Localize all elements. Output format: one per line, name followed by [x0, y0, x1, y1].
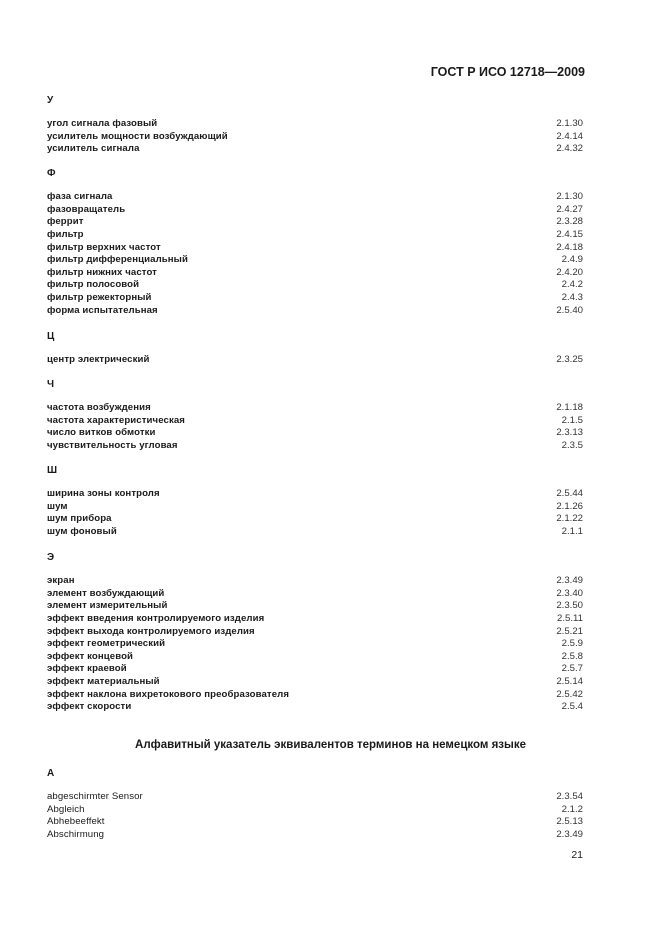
index-entry [47, 292, 583, 305]
index-entry [47, 804, 583, 817]
index-entry [47, 488, 583, 501]
clause-number: 2.3.49 [556, 828, 583, 840]
term: Abhebeeffekt [47, 816, 105, 828]
clause-number: 2.4.27 [556, 203, 583, 215]
clause-number: 2.4.9 [561, 254, 583, 266]
index-entry [47, 588, 583, 601]
clause-number: 2.5.9 [561, 638, 583, 650]
german-index-title: Алфавитный указатель эквивалентов терминов на немецком языке [135, 739, 526, 751]
clause-number: 2.5.42 [556, 688, 583, 700]
clause-number: 2.5.4 [561, 701, 583, 713]
term: эффект краевой [47, 663, 127, 675]
term: фаза сигнала [47, 191, 113, 202]
index-entry [47, 427, 583, 440]
index-entry [47, 689, 583, 702]
term: эффект наклона вихретокового преобразователя [47, 688, 290, 700]
index-entry [47, 626, 583, 639]
term: экран [47, 575, 75, 586]
clause-number: 2.3.40 [556, 587, 583, 599]
section-letter: Ш [47, 465, 58, 476]
term: элемент измерительный [47, 600, 168, 612]
clause-number: 2.4.3 [561, 292, 583, 304]
index-section [47, 464, 583, 539]
term: Abgleich [47, 803, 85, 815]
index-entry [47, 600, 583, 613]
index-entry [47, 575, 583, 588]
clause-number: 2.4.32 [556, 143, 583, 155]
clause-number: 2.4.20 [556, 266, 583, 278]
clause-number: 2.1.26 [556, 500, 583, 512]
index-entry [47, 638, 583, 651]
clause-number: 2.1.2 [561, 803, 583, 815]
index-entry [47, 402, 583, 415]
index-entry [47, 676, 583, 689]
section-letter: У [47, 95, 54, 106]
german-index-section [47, 767, 583, 842]
term: форма испытательная [47, 304, 158, 316]
index-entry [47, 229, 583, 242]
index-entry [47, 526, 583, 539]
index-entry [47, 663, 583, 676]
term: фильтр дифференциальный [47, 254, 188, 266]
term: фильтр верхних частот [47, 241, 161, 253]
index-entry [47, 191, 583, 204]
index-entry [47, 204, 583, 217]
index-entry [47, 613, 583, 626]
index-entry [47, 279, 583, 292]
index-entry [47, 440, 583, 453]
clause-number: 2.3.54 [556, 791, 583, 802]
index-entry [47, 415, 583, 428]
index-section [47, 94, 583, 156]
term: шум прибора [47, 513, 112, 525]
index-entry [47, 513, 583, 526]
index-entry [47, 118, 583, 131]
index-section [47, 167, 583, 317]
term: частота возбуждения [47, 402, 151, 413]
clause-number: 2.5.11 [557, 612, 583, 624]
term: фильтр [47, 228, 84, 240]
term: фазовращатель [47, 203, 126, 215]
section-letter: A [47, 768, 55, 779]
term: Abschirmung [47, 828, 105, 840]
clause-number: 2.3.5 [561, 439, 583, 451]
clause-number: 2.5.8 [561, 650, 583, 662]
index-entry [47, 267, 583, 280]
clause-number: 2.3.50 [556, 600, 583, 612]
section-letter: Ф [47, 168, 56, 179]
index-entry [47, 131, 583, 144]
term: эффект концевой [47, 650, 134, 662]
index-entry [47, 216, 583, 229]
term: фильтр режекторный [47, 292, 152, 304]
index-entry [47, 354, 583, 367]
clause-number: 2.5.13 [556, 816, 583, 828]
index-section [47, 330, 583, 367]
index-section [47, 378, 583, 453]
clause-number: 2.3.13 [556, 427, 583, 439]
index-entry [47, 816, 583, 829]
document-header: ГОСТ Р ИСО 12718—2009 [430, 65, 585, 79]
index-entry [47, 651, 583, 664]
index-entry [47, 242, 583, 255]
index-entry [47, 701, 583, 714]
clause-number: 2.1.22 [556, 513, 583, 525]
clause-number: 2.4.2 [561, 279, 583, 291]
term: эффект материальный [47, 676, 160, 688]
clause-number: 2.5.21 [556, 625, 583, 637]
section-letter: Ц [47, 331, 55, 342]
term: шум [47, 500, 68, 512]
index-entry [47, 254, 583, 267]
term: эффект введения контролируемого изделия [47, 612, 265, 624]
clause-number: 2.5.44 [556, 488, 583, 499]
index-entry [47, 143, 583, 156]
clause-number: 2.4.15 [556, 228, 583, 240]
clause-number: 2.3.28 [556, 216, 583, 228]
index-section [47, 551, 583, 714]
page-number: 21 [571, 849, 583, 861]
clause-number: 2.5.7 [561, 663, 583, 675]
clause-number: 2.1.30 [556, 191, 583, 202]
clause-number: 2.1.1 [561, 525, 583, 537]
term: феррит [47, 216, 84, 228]
term: угол сигнала фазовый [47, 118, 158, 129]
term: чувствительность угловая [47, 439, 178, 451]
term: число витков обмотки [47, 427, 156, 439]
index-entry [47, 501, 583, 514]
section-letter: Ч [47, 379, 55, 390]
index-entry [47, 791, 583, 804]
clause-number: 2.1.5 [561, 414, 583, 426]
clause-number: 2.3.25 [556, 354, 583, 365]
term: фильтр полосовой [47, 279, 140, 291]
clause-number: 2.1.30 [556, 118, 583, 129]
clause-number: 2.1.18 [556, 402, 583, 413]
section-letter: Э [47, 552, 55, 563]
index-entry [47, 829, 583, 842]
term: эффект скорости [47, 701, 132, 713]
term: шум фоновый [47, 525, 117, 537]
term: эффект выхода контролируемого изделия [47, 625, 255, 637]
clause-number: 2.3.49 [556, 575, 583, 586]
term: центр электрический [47, 354, 150, 365]
index-entry [47, 305, 583, 318]
term: эффект геометрический [47, 638, 166, 650]
clause-number: 2.5.14 [556, 676, 583, 688]
term: ширина зоны контроля [47, 488, 160, 499]
term: усилитель мощности возбуждающий [47, 130, 228, 142]
term: частота характеристическая [47, 414, 185, 426]
term: усилитель сигнала [47, 143, 140, 155]
term: abgeschirmter Sensor [47, 791, 143, 802]
clause-number: 2.4.14 [556, 130, 583, 142]
term: фильтр нижних частот [47, 266, 157, 278]
term: элемент возбуждающий [47, 587, 165, 599]
clause-number: 2.5.40 [556, 304, 583, 316]
clause-number: 2.4.18 [556, 241, 583, 253]
